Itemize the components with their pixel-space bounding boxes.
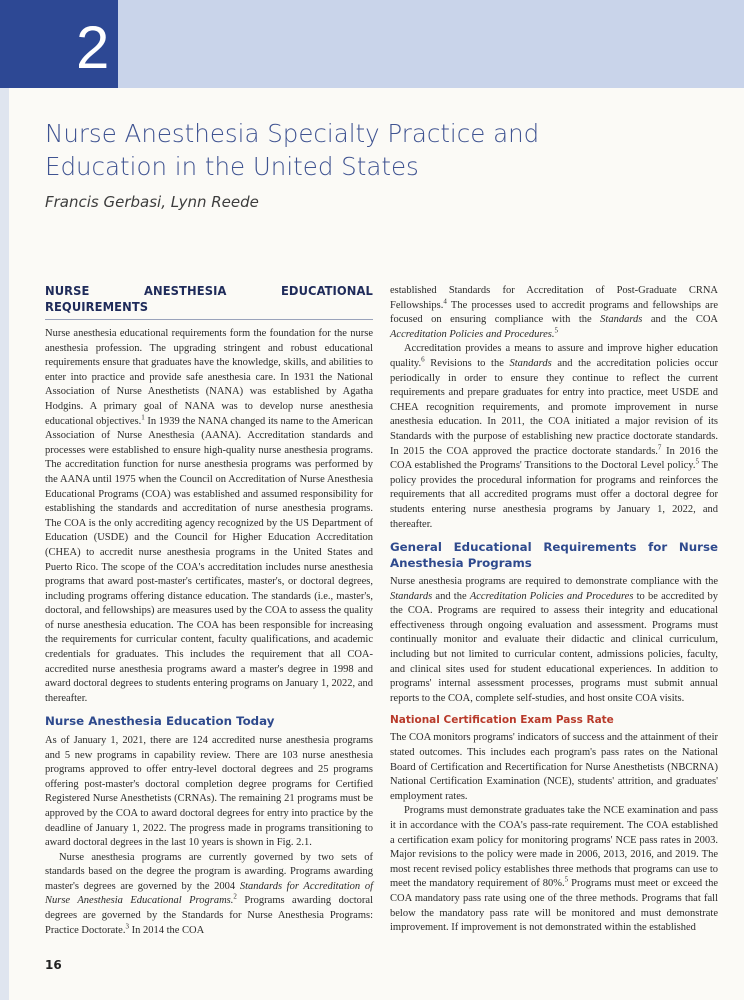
paragraph: Nurse anesthesia programs are currently governed by two sets of standards based on the degree the program is awarding. Programs awarding master's degrees are governed by the 2004 Standards for Accreditation of Nurse Anesthesia Educational Programs.$^2$ Programs awarding doctoral degrees are governed by the Standards for Nurse Anesthesia Programs: Practice Doctorate.$^3$ In 2014 the COA [45, 851, 373, 936]
paragraph: Nurse anesthesia educational requirements form the foundation for the nurse anesthesia profession. The upgrading stringent and robust educational requirements ensure that graduates have the knowledge, skills, and abilities to enter into practice and provide safe anesthesia care. In 1931 the National Association of Nurse Anesthetists (NANA) was established by Agatha Hodgins. A primary goal of NANA was to develop nurse anesthesia educational objectives.$^1$ In 1939 the NANA changed its name to the American Association of Nurse Anesthesia (AANA). Accreditation standards and processes were established to ensure high-quality nurse anesthesia programs. The accreditation function for nurse anesthesia programs was performed by the AANA until 1975 when the Council on Accreditation of Nurse Anesthesia Educational Programs (COA) was established and assumed responsibility for establishing the standards and accreditation of nurse anesthesia programs. The COA is the only accrediting agency recognized by the US Department of Education (USDE) and the Council for Higher Education Accreditation (CHEA) to accredit nurse anesthesia programs in the United States and Puerto Rico. The scope of the COA's accreditation includes nurse anesthesia programs that award post-master's certificates, master's, or doctoral degrees, including programs offering distance education. The standards (i.e., master's, doctoral, and fellowships) are measures used by the COA to assess the quality of nurse anesthesia education. The COA has been responsible for increasing the requirements for curricular content, faculty qualifications, and academic credentials for graduates. This includes the requirement that all COA-accredited nurse anesthesia programs award a master's degree in 1998 and award doctoral degrees to students entering programs on January 1, 2022, and thereafter. [45, 328, 374, 704]
chapter-number-block [0, 0, 118, 88]
side-stripe [0, 88, 9, 1000]
subheading-pass-rate: National Certification Exam Pass Rate [390, 714, 614, 727]
paragraph: established Standards for Accreditation of Post-Graduate CRNA Fellowships.$^4$ The processes used to accredit programs and fellowships are focused on ensuring compliance with the Standards and the COA Accreditation Policies and Procedures.$^5$ [390, 285, 718, 340]
page-number: 16 [45, 958, 62, 972]
subheading-general-requirements: General Educational Requirements for Nurse Anesthesia Programs [390, 540, 718, 570]
paragraph: Nurse anesthesia programs are required to demonstrate compliance with the Standards and the Accreditation Policies and Procedures to be accredited by the COA. Programs are required to assess their integrity and educational effectiveness through ongoing evaluation and assessment. Programs must continually monitor and evaluate their didactic and clinical curriculum, including but not limited to curricular content, admissions policies, faculty, and clinical sites used for student educational experiences. In addition to programs' internal assessment processes, programs must submit annual reports to the COA, complete self-studies, and host onsite COA visits. [390, 576, 718, 704]
right-column [390, 284, 718, 936]
section-heading-educational-requirements: NURSE ANESTHESIA EDUCATIONAL REQUIREMENTS [45, 284, 373, 320]
paragraph: The COA monitors programs' indicators of success and the attainment of their stated outcomes. This includes each program's pass rates on the National Board of Certification and Recertification for Nurse Anesthetists (NBCRNA) National Certification Examination (NCE), students' attrition, and graduates' employment rates. [390, 732, 718, 802]
paragraph: Programs must demonstrate graduates take the NCE examination and pass it in accordance with the COA's pass-rate requirement. The COA established a certification exam policy for monitoring programs' NCE pass rates in 2003. Major revisions to the policy were made in 2006, 2013, 2016, and 2019. The most recent revised policy establishes three methods that programs can use to meet the mandatory requirement of 80%.$^5$ Programs must meet or exceed the COA mandatory pass rate using one of the three methods. Programs that fall below the mandatory pass rate will be monitored and must demonstrate improvement. If improvement is not demonstrated within the established [390, 805, 719, 934]
subheading-education-today: Nurse Anesthesia Education Today [45, 714, 275, 729]
chapter-title: Nurse Anesthesia Specialty Practice and Education in the United States [45, 119, 540, 181]
chapter-authors: Francis Gerbasi, Lynn Reede [45, 193, 259, 211]
paragraph: Accreditation provides a means to assure and improve higher education quality.$^6$ Revisions to the Standards and the accreditation policies occur periodically in order to ensure they continue to reflect the current requirements and prepare graduates for entry into practice, meet USDE and CHEA recognition requirements, and promote improvement in nurse anesthesia education. In 2011, the COA initiated a major revision of its Standards with the purpose of establishing new practice doctorate standards. In 2015 the COA approved the practice doctorate standards.$^7$ In 2016 the COA established the Programs' Transitions to the Doctoral Level policy.$^5$ The policy provides the procedural information for programs and reinforces the requirements that all accredited programs must offer a doctoral degree for students entering nurse anesthesia programs by January 1, 2022, and thereafter. [390, 343, 718, 530]
chapter-number: 2 [76, 14, 110, 81]
left-column [45, 284, 373, 938]
paragraph: As of January 1, 2021, there are 124 accredited nurse anesthesia programs and 5 new programs in capability review. There are 103 nurse anesthesia programs approved to offer entry-level doctoral degrees and 25 programs offering post-master's doctoral completion degree programs for Certified Registered Nurse Anesthetists (CRNAs). The remaining 21 programs must be approved by the COA to award doctoral degrees for entry into practice by the deadline of January 1, 2022. The progress made in programs transitioning to award doctoral degrees in the last 10 years is shown in Fig. 2.1. [45, 734, 373, 849]
header-band [118, 0, 744, 88]
